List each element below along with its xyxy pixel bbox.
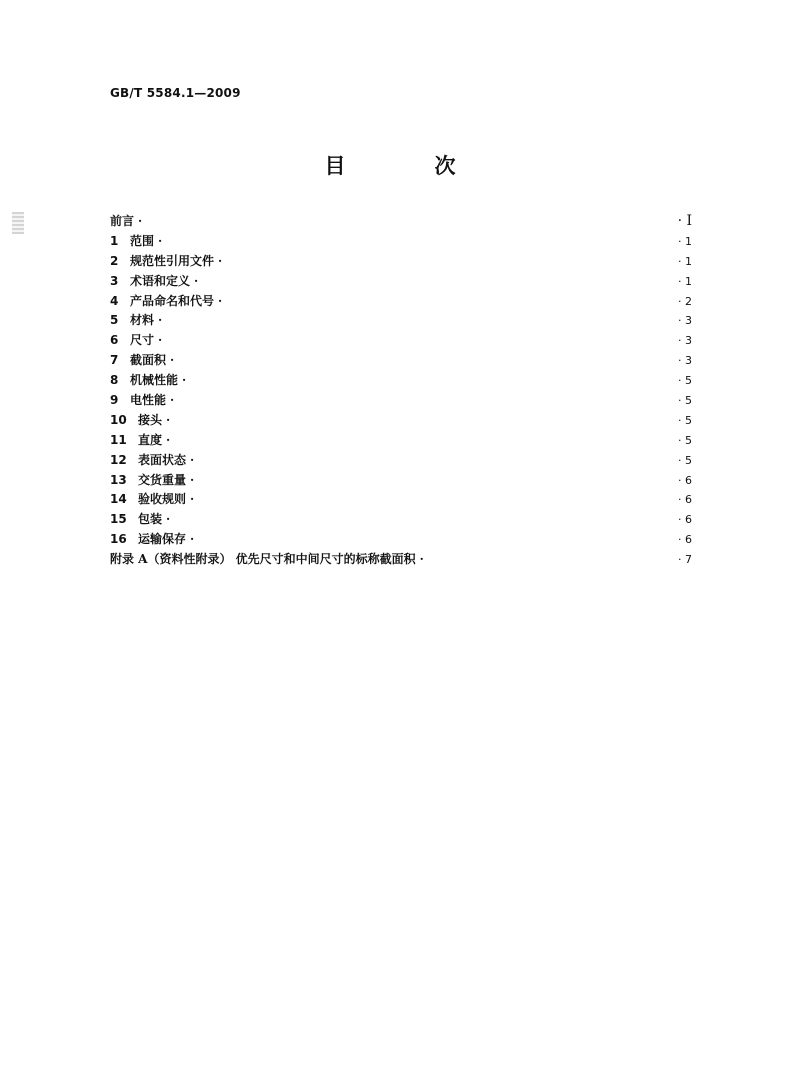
toc-item-text: 验收规则 bbox=[138, 492, 187, 507]
toc-item-page: · 5 bbox=[678, 413, 692, 427]
toc-item-page: · 5 bbox=[678, 394, 692, 408]
toc-item-page: · 3 bbox=[678, 354, 692, 368]
toc-item-number: 16 bbox=[110, 532, 127, 547]
toc-item-text: 截面积 bbox=[130, 353, 167, 368]
toc-item-number: 13 bbox=[110, 472, 127, 487]
toc-item-page: · 7 bbox=[678, 553, 692, 567]
toc-item-number: 15 bbox=[110, 512, 127, 527]
dot-leader: · bbox=[158, 333, 163, 348]
standard-code: GB/T 5584.1—2009 bbox=[110, 86, 241, 100]
dot-leader: · bbox=[166, 432, 171, 447]
toc-item-transport-storage[interactable] bbox=[110, 530, 692, 550]
dot-leader: · bbox=[190, 472, 195, 487]
toc-item-text: 交货重量 bbox=[138, 472, 187, 487]
toc-item-packaging[interactable] bbox=[110, 510, 692, 530]
dot-leader: · bbox=[218, 253, 223, 268]
toc-item-page: · 6 bbox=[678, 493, 692, 507]
toc-item-number: 5 bbox=[110, 313, 119, 328]
toc-item-terms-definitions[interactable] bbox=[110, 272, 692, 292]
dot-leader: · bbox=[158, 313, 163, 328]
toc-item-number: 2 bbox=[110, 253, 119, 268]
dot-leader: · bbox=[419, 552, 424, 567]
toc-item-materials[interactable] bbox=[110, 311, 692, 331]
toc-item-text: 包装 bbox=[138, 512, 163, 527]
toc-item-number: 9 bbox=[110, 393, 119, 408]
toc-item-page: · I bbox=[677, 213, 692, 229]
toc-item-number: 1 bbox=[110, 233, 119, 248]
dot-leader: · bbox=[190, 452, 195, 467]
dot-leader: · bbox=[166, 412, 171, 427]
toc-item-page: · 5 bbox=[678, 374, 692, 388]
dot-leader: · bbox=[182, 373, 187, 388]
toc-item-page: · 5 bbox=[678, 433, 692, 447]
scan-artifact bbox=[12, 212, 24, 234]
toc-item-text: 材料 bbox=[130, 313, 155, 328]
toc-item-page: · 6 bbox=[678, 533, 692, 547]
toc-item-text: 表面状态 bbox=[138, 452, 187, 467]
toc-item-text: 运输保存 bbox=[138, 532, 187, 547]
toc-item-number: 6 bbox=[110, 333, 119, 348]
dot-leader: · bbox=[138, 214, 143, 228]
toc-item-text: 电性能 bbox=[130, 393, 167, 408]
toc-item-page: · 6 bbox=[678, 513, 692, 527]
toc-item-text: 机械性能 bbox=[130, 373, 179, 388]
toc-item-number: 11 bbox=[110, 432, 127, 447]
toc-item-page: · 5 bbox=[678, 453, 692, 467]
toc-item-number: 3 bbox=[110, 273, 119, 288]
toc-item-text: 直度 bbox=[138, 432, 163, 447]
toc-item-text: 附录 A（资料性附录） 优先尺寸和中间尺寸的标称截面积 bbox=[110, 552, 416, 567]
toc-item-scope[interactable] bbox=[110, 232, 692, 252]
toc-item-number: 14 bbox=[110, 492, 127, 507]
dot-leader: · bbox=[194, 273, 199, 288]
toc-item-page: · 1 bbox=[678, 234, 692, 248]
dot-leader: · bbox=[170, 353, 175, 368]
dot-leader: · bbox=[170, 393, 175, 408]
toc-item-text: 术语和定义 bbox=[130, 273, 191, 288]
toc-item-page: · 1 bbox=[678, 254, 692, 268]
toc-item-page: · 3 bbox=[678, 314, 692, 328]
toc-item-text: 前言 bbox=[110, 214, 135, 228]
toc-item-number: 8 bbox=[110, 373, 119, 388]
dot-leader: · bbox=[190, 532, 195, 547]
toc-item-text: 范围 bbox=[130, 233, 155, 248]
dot-leader: · bbox=[190, 492, 195, 507]
toc-item-text: 产品命名和代号 bbox=[130, 293, 215, 308]
toc-item-acceptance-rules[interactable] bbox=[110, 490, 692, 510]
toc-item-page: · 1 bbox=[678, 274, 692, 288]
toc-item-mechanical-properties[interactable] bbox=[110, 371, 692, 391]
toc-item-text: 尺寸 bbox=[130, 333, 155, 348]
toc-item-text: 接头 bbox=[138, 412, 163, 427]
toc-item-delivery-weight[interactable] bbox=[110, 471, 692, 491]
toc-title: 目 次 bbox=[324, 153, 490, 178]
dot-leader: · bbox=[166, 512, 171, 527]
toc-item-number: 12 bbox=[110, 452, 127, 467]
toc-item-surface-condition[interactable] bbox=[110, 451, 692, 471]
toc-item-page: · 2 bbox=[678, 294, 692, 308]
table-of-contents bbox=[110, 212, 692, 570]
toc-item-number: 10 bbox=[110, 412, 127, 427]
toc-item-number: 4 bbox=[110, 293, 119, 308]
toc-item-cross-section[interactable] bbox=[110, 351, 692, 371]
dot-leader: · bbox=[158, 233, 163, 248]
toc-item-number: 7 bbox=[110, 353, 119, 368]
toc-item-electrical-properties[interactable] bbox=[110, 391, 692, 411]
dot-leader: · bbox=[218, 293, 223, 308]
toc-item-dimensions[interactable] bbox=[110, 331, 692, 351]
toc-item-text: 规范性引用文件 bbox=[130, 253, 215, 268]
toc-item-foreword[interactable] bbox=[110, 212, 692, 232]
toc-item-annex-a[interactable] bbox=[110, 550, 692, 570]
toc-item-product-naming[interactable] bbox=[110, 292, 692, 312]
toc-item-straightness[interactable] bbox=[110, 431, 692, 451]
toc-item-joints[interactable] bbox=[110, 411, 692, 431]
toc-item-page: · 3 bbox=[678, 334, 692, 348]
toc-item-normative-references[interactable] bbox=[110, 252, 692, 272]
toc-item-page: · 6 bbox=[678, 473, 692, 487]
